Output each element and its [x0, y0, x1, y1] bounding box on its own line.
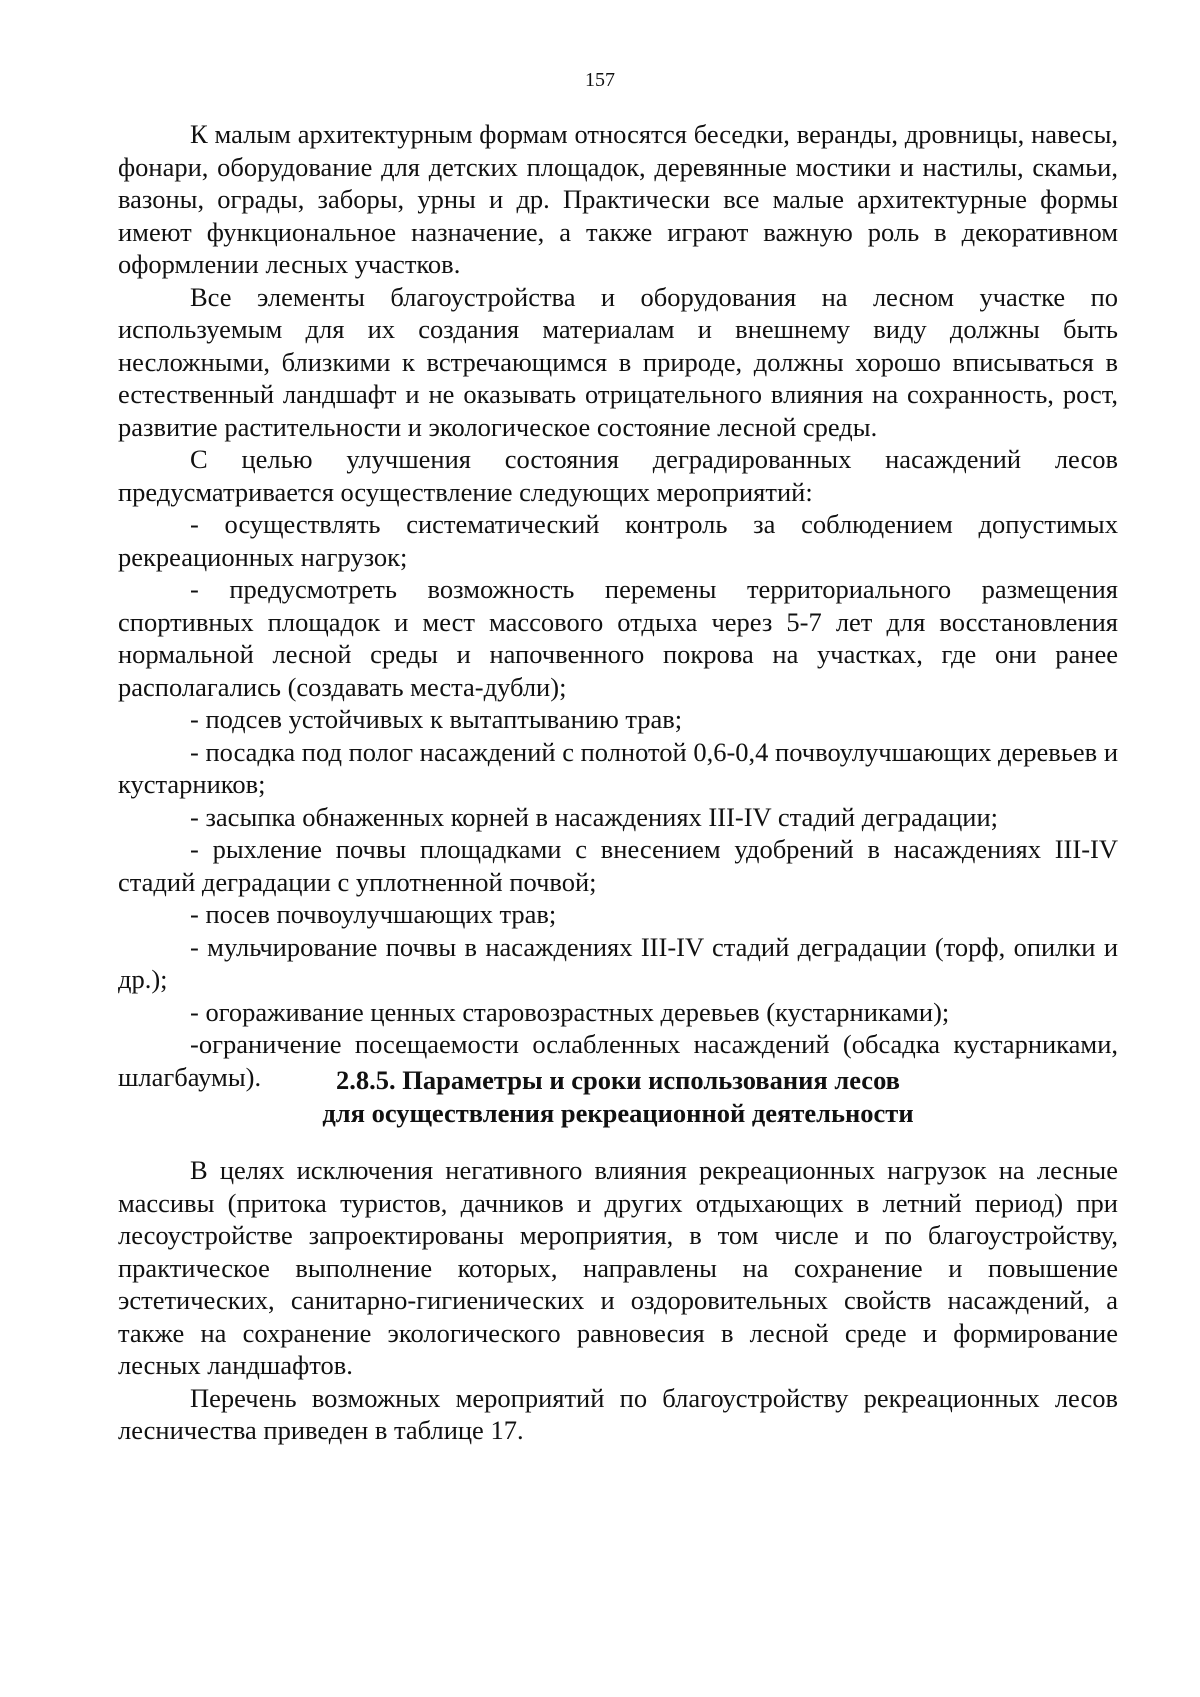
list-item: - огораживание ценных старовозрастных деревьев (кустарниками);	[190, 996, 950, 1027]
text-block-before-heading	[118, 118, 1118, 1093]
list-item: - предусмотреть возможность перемены территориального размещения спортивных площадок и мест массового отдыха через 5-7 лет для восстановления нормальной лесной среды и напочвенного покрова на участках, где они ранее располагались (создавать места-дубли);	[118, 574, 1118, 702]
list-item: - посадка под полог насаждений с полнотой 0,6-0,4 почвоулучшающих деревьев и кустарников;	[118, 736, 1118, 799]
list-item: - подсев устойчивых к вытаптыванию трав;	[190, 704, 683, 734]
list-item: - мульчирование почвы в насаждениях III-IV стадий деградации (торф, опилки и др.);	[118, 931, 1118, 994]
paragraph: В целях исключения негативного влияния рекреационных нагрузок на лесные массивы (притока туристов, дачников и других отдыхающих в летний период) при лесоустройстве запроектированы мероприятия, в том числе и по благоустройству, практическое выполнение которых, направлены на сохранение и повышение эстетических, санитарно-гигиенических и оздоровительных свойств насаждений, а также на сохранение экологического равновесия в лесной среде и формирование лесных ландшафтов.	[118, 1155, 1118, 1380]
list-item: - осуществлять систематический контроль за соблюдением допустимых рекреационных нагрузок;	[118, 509, 1118, 572]
section-heading	[118, 1064, 1118, 1129]
section-heading-line-1: 2.8.5. Параметры и сроки использования лесов	[336, 1065, 900, 1095]
list-item: - засыпка обнаженных корней в насаждениях III-IV стадий деградации;	[190, 801, 999, 832]
paragraph: Перечень возможных мероприятий по благоустройству рекреационных лесов лесничества приведен в таблице 17.	[118, 1382, 1118, 1445]
list-item: - посев почвоулучшающих трав;	[190, 899, 557, 929]
list-item: - рыхление почвы площадками с внесением удобрений в насаждениях III-IV стадий деградации с уплотненной почвой;	[118, 834, 1118, 897]
text-block-after-heading	[118, 1154, 1118, 1447]
list-item: -ограничение посещаемости ослабленных насаждений (обсадка кустарниками, шлагбаумы).	[118, 1029, 1118, 1092]
paragraph: С целью улучшения состояния деградированных насаждений лесов предусматривается осуществление следующих мероприятий:	[118, 444, 1118, 507]
paragraph: К малым архитектурным формам относятся беседки, веранды, дровницы, навесы, фонари, оборудование для детских площадок, деревянные мостики и настилы, скамьи, вазоны, ограды, заборы, урны и др. Практически все малые архитектурные формы имеют функциональное назначение, а также играют важную роль в декоративном оформлении лесных участков.	[118, 119, 1118, 279]
page-number: 157	[585, 69, 615, 91]
section-heading-line-2: для осуществления рекреационной деятельности	[322, 1097, 914, 1128]
paragraph: Все элементы благоустройства и оборудования на лесном участке по используемым для их создания материалам и внешнему виду должны быть несложными, близкими к встречающимся в природе, должны хорошо вписываться в естественный ландшафт и не оказывать отрицательного влияния на сохранность, рост, развитие растительности и экологическое состояние лесной среды.	[118, 281, 1118, 442]
